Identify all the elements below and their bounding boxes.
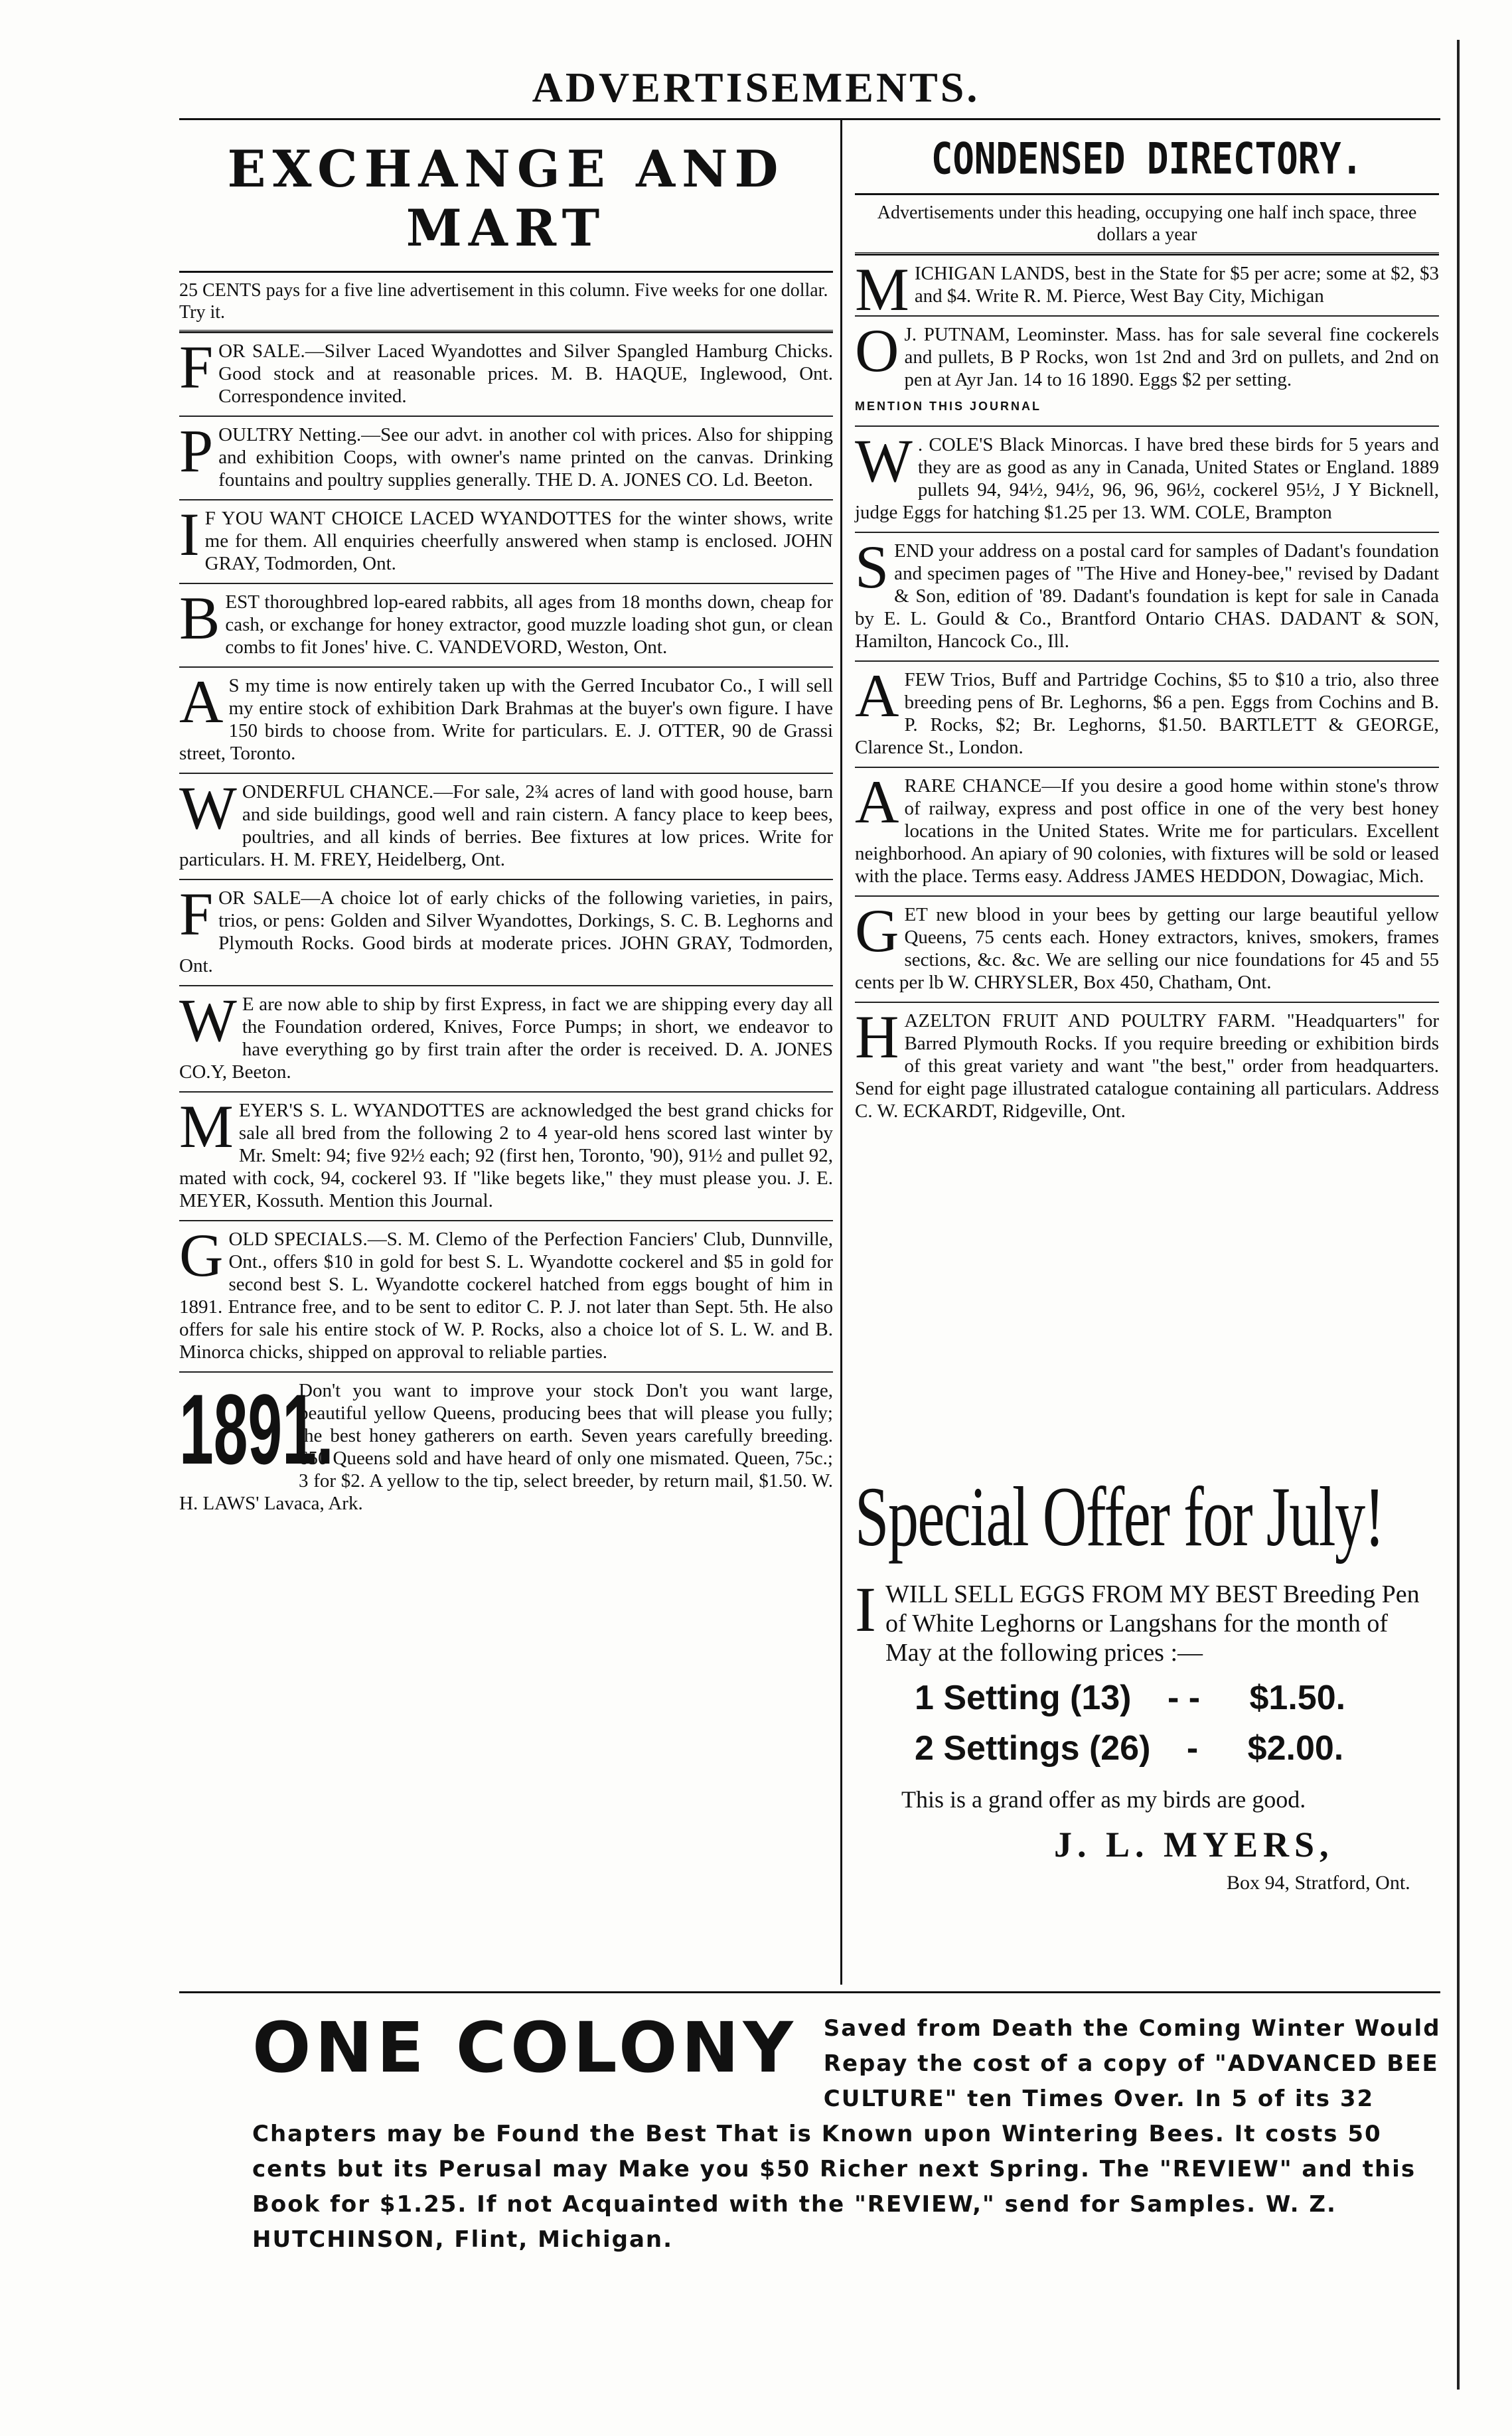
drop-cap: F [179,880,214,948]
ad-text: EST thoroughbred lop-eared rabbits, all ages from 18 months down, cheap for cash, or exchange for honey extractor, good muzzle loading shot gun, or clean combs to fit Jones' hive. C. VANDEVORD, Weston, Ont. [225,591,833,658]
special-offer-drop-cap: I [855,1574,876,1645]
directory-ad [855,767,1439,895]
drop-cap: O [855,317,899,384]
left-intro: 25 CENTS pays for a five line advertisement in this column. Five weeks for one dollar. Try it. [179,271,833,332]
right-column-title: CONDENSED DIRECTORY. [931,133,1363,185]
ad-text: OR SALE.—Silver Laced Wyandottes and Silver Spangled Hamburg Chicks. Good stock and at reasonable prices. M. B. HAQUE, Inglewood, Ont. Correspondence invited. [218,341,833,407]
ad-text: ONDERFUL CHANCE.—For sale, 2¾ acres of land with good house, barn and side buildings, good well and rain cistern. A fancy place to keep bees, poultries, and all kinds of berries. Bee fixtures at low prices. Write for particulars. H. M. FREY, Heidelberg, Ont. [179,781,833,870]
special-offer-address: Box 94, Stratford, Ont. [1227,1872,1410,1894]
right-ads-list [855,254,1439,1130]
price-label: 1 Setting (13) [915,1679,1132,1717]
ad-text: AZELTON FRUIT AND POULTRY FARM. "Headquarters" for Barred Plymouth Rocks. If you require breeding or exhibition birds of this great variety and want "the best," order from headquarters. Send for eight page illustrated catalogue containing all particulars. Address C. W. ECKARDT, Ridgeville, Ont. [855,1010,1439,1122]
year-ad [179,1371,833,1523]
exchange-ad [179,499,833,583]
drop-cap: M [179,1093,234,1160]
ad-text: ICHIGAN LANDS, best in the State for $5 per acre; some at $2, $3 and $4. Write R. M. Pierce, West Bay City, Michigan [914,263,1439,307]
price-amount: $2.00. [1247,1729,1344,1768]
drop-cap: P [179,417,214,485]
special-offer-name: J. L. MYERS, [1054,1825,1334,1865]
drop-cap: W [179,774,237,842]
price-dashes: - - [1167,1679,1201,1717]
exchange-ad [179,1220,833,1371]
drop-cap: A [855,662,899,729]
special-offer [855,1467,1439,1894]
price-row [915,1678,1439,1718]
drop-cap: A [855,768,899,836]
price-amount: $1.50. [1249,1679,1346,1717]
one-colony-text: Saved from Death the Coming Winter Would Repay the cost of a copy of "ADVANCED BEE CULTURE" ten Times Over. In 5 of its 32 Chapters may be Found the Best That is Known upon Wintering Bees. It costs 50 cents but its Perusal may Make you $50 Richer next Spring. The "REVIEW" and this Book for $1.25. If not Acquainted with the "REVIEW," send for Samples. W. Z. HUTCHINSON, Flint, Michigan. [252,2015,1441,2253]
exchange-ad [179,416,833,499]
exchange-ad [179,773,833,879]
directory-ad [855,315,1439,425]
drop-cap: M [855,256,909,323]
ad-text: OULTRY Netting.—See our advt. in another col with prices. Also for shipping and exhibition Coops, with owner's name printed on the canvas. Drinking fountains and poultry supplies generally. THE D. A. JONES CO. Ld. Beeton. [218,424,833,491]
drop-cap: W [855,427,913,495]
ad-text: ET new blood in your bees by getting our large beautiful yellow Queens, 75 cents each. Honey extractors, knives, smokers, frames sections, &c. &c. We are selling our nice foundations for 45 and 55 cents per lb W. CHRYSLER, Box 450, Chatham, Ont. [855,904,1439,993]
ad-text: EYER'S S. L. WYANDOTTES are acknowledged the best grand chicks for sale all bred from the following 2 to 4 year-old hens scored last winter by Mr. Smelt: 94; five 92½ each; 92 (first hen, Toronto, '90), 91½ and pullet 92, mated with cock, 94, cockerel 93. If "like begets like," they must please you. J. E. MEYER, Kossuth. Mention this Journal. [179,1100,833,1211]
ad-text: OLD SPECIALS.—S. M. Clemo of the Perfection Fanciers' Club, Dunnville, Ont., offers $10 in gold for best S. L. Wyandotte cockerel and $5 in gold for second best S. L. Wyandotte cockerel hatched from eggs bought of him in 1891. Entrance free, and to be sent to editor C. P. J. not later than Sept. 5th. He also offers for sale his entire stock of W. P. Rocks, also a choice lot of S. L. W. and B. Minorca chicks, shipped on approval to reliable parties. [179,1229,833,1363]
ad-text: J. PUTNAM, Leominster. Mass. has for sale several fine cockerels and pullets, B P Rocks, won 1st 2nd and 3rd on pullets, and 2nd on pen at Ayr Jan. 14 to 16 1890. Eggs $2 per setting. [904,324,1439,390]
drop-cap: H [855,1003,899,1071]
one-colony-ad [252,2007,1460,2257]
drop-cap: W [179,986,237,1054]
ad-text: E are now able to ship by first Express, in fact we are shipping every day all the Foundation ordered, Knives, Force Pumps; in short, we endeavor to have everything go by first train after the order is received. D. A. JONES CO.Y, Beeton. [179,994,833,1083]
special-offer-title: Special Offer for July! [855,1470,1384,1564]
exchange-ad [179,1091,833,1220]
drop-cap: G [855,897,899,964]
one-colony-title: ONE COLONY [252,2007,797,2088]
drop-cap: B [179,584,220,652]
ad-text: S my time is now entirely taken up with the Gerred Incubator Co., I will sell my entire stock of exhibition Dark Brahmas at the buyer's own figure. I have 150 birds to choose from. Write for particulars. E. J. OTTER, 90 de Grassi street, Toronto. [179,675,833,764]
left-column-title: EXCHANGE AND MART [227,139,785,258]
ad-text: RARE CHANCE—If you desire a good home within stone's throw of railway, express and post office in one of the very best honey locations in the United States. Write me for particulars. Excellent neighborhood. An apiary of 90 colonies, with fixtures will be sold or leased with the place. Terms easy. Address JAMES HEDDON, Dowagiac, Mich. [855,775,1439,887]
drop-cap: G [179,1221,224,1289]
right-intro: Advertisements under this heading, occupying one half inch space, three dollars a year [855,193,1439,254]
directory-ad [855,895,1439,1002]
directory-ad [855,254,1439,323]
exchange-ad [179,666,833,773]
exchange-ad [179,583,833,666]
directory-ad [855,660,1439,767]
directory-ad [855,425,1439,532]
ad-text: OR SALE—A choice lot of early chicks of the following varieties, in pairs, trios, or pens: Golden and Silver Wyandottes, Dorkings, S. C. B. Leghorns and Plymouth Rocks. Good birds at moderate prices. JOHN GRAY, Todmorden, Ont. [179,887,833,976]
bottom-rule [179,1991,1440,1993]
directory-ad [855,1002,1439,1130]
directory-ad [855,532,1439,660]
drop-cap: I [179,500,200,568]
exchange-ad [179,879,833,985]
ad-text: END your address on a postal card for samples of Dadant's foundation and specimen pages of "The Hive and Honey-bee," revised by Dadant & Son, edition of '89. Dadant's foundation is kept for sale in Canada by E. L. Gould & Co., Brantford Ontario CHAS. DADANT & SON, Hamilton, Hancock Co., Ill. [855,540,1439,652]
condensed-directory-column [855,119,1439,1130]
mention-note: MENTION THIS JOURNAL [855,400,1042,413]
special-offer-intro-text: WILL SELL EGGS FROM MY BEST Breeding Pen of White Leghorns or Langshans for the month of May at the following prices :— [885,1580,1420,1667]
exchange-ad [179,985,833,1091]
left-ads-list [179,332,833,1371]
column-divider [840,119,842,1985]
special-offer-intro [855,1574,1439,1667]
ad-text: FEW Trios, Buff and Partridge Cochins, $5 to $10 a trio, also three breeding pens of Br. Leghorns, $6 a pen. Eggs from Cochins and B. P. Rocks, $2; Br. Leghorns, $1.50. BARTLETT & GEORGE, Clarence St., London. [855,669,1439,758]
page-header: ADVERTISEMENTS. [532,64,980,111]
exchange-and-mart-column [179,119,833,1523]
drop-cap: A [179,668,224,735]
price-row [915,1728,1439,1768]
price-label: 2 Settings (26) [915,1729,1151,1768]
drop-cap: S [855,533,889,601]
year-ad-text: Don't you want to improve your stock Don't you want large, beautiful yellow Queens, producing bees that will please you fully; the best honey gatherers on earth. Seven years carefully breeding. 650 Queens sold and have heard of only one mismated. Queen, 75c.; 3 for $2. A yellow to the tip, select breeder, by return mail, $1.50. W. H. LAWS' Lavaca, Ark. [179,1380,833,1514]
ad-text: F YOU WANT CHOICE LACED WYANDOTTES for the winter shows, write me for them. All enquiries cheerfully answered when stamp is enclosed. JOHN GRAY, Todmorden, Ont. [204,508,833,574]
ad-text: . COLE'S Black Minorcas. I have bred these birds for 5 years and they are as good as any in Canada, United States or England. 1889 pullets 94, 94½, 94½, 96, 96, 96½, cockerel 95½, J Y Bicknell, judge Eggs for hatching $1.25 per 13. WM. COLE, Brampton [855,434,1439,523]
price-dashes: - [1186,1729,1199,1768]
exchange-ad [179,332,833,416]
year-ad-year: 1891. [179,1373,334,1485]
special-offer-note: This is a grand offer as my birds are good. [901,1786,1306,1813]
drop-cap: F [179,333,214,401]
